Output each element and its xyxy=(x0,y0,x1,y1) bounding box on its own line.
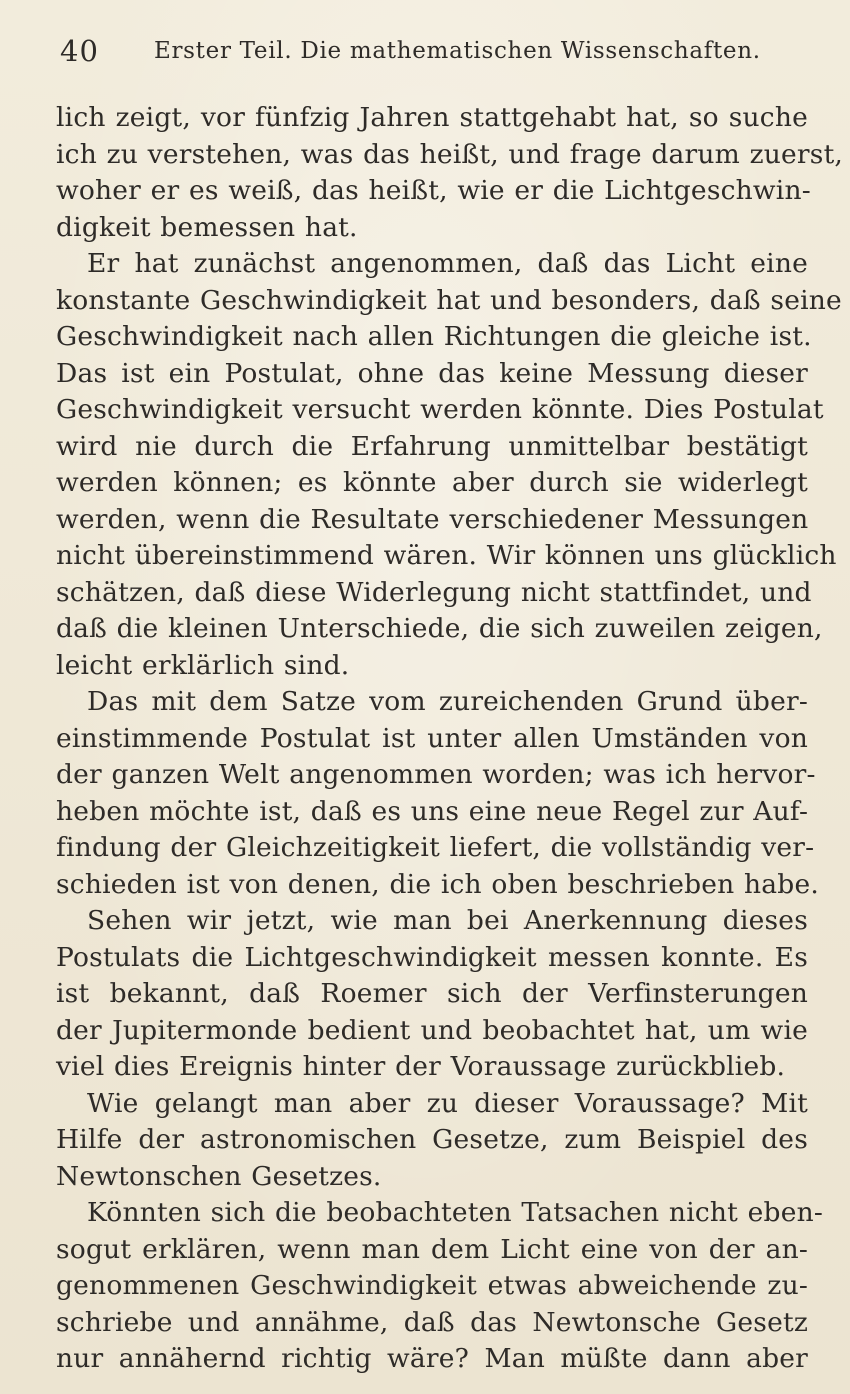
page-number: 40 xyxy=(60,34,99,68)
text-line: schriebe und annähme, daß das Newtonsche Gesetz xyxy=(56,1306,808,1338)
text-line: ich zu verstehen, was das heißt, und frage darum zuerst, xyxy=(56,138,844,170)
running-head: Erster Teil. Die mathematischen Wissenschaften. xyxy=(154,38,761,64)
text-line: schätzen, daß diese Widerlegung nicht stattfindet, und xyxy=(56,576,812,608)
text-line: nur annähernd richtig wäre? Man müßte dann aber xyxy=(56,1343,808,1374)
text-line: Hilfe der astronomischen Gesetze, zum Beispiel des xyxy=(56,1124,808,1155)
text-line: ist bekannt, daß Roemer sich der Verfinsterungen xyxy=(56,978,808,1009)
body-text xyxy=(56,100,844,1378)
text-line: einstimmende Postulat ist unter allen Umständen von xyxy=(56,722,808,754)
text-line: werden, wenn die Resultate verschiedener Messungen xyxy=(56,503,809,535)
text-line: Könnten sich die beobachteten Tatsachen nicht eben- xyxy=(87,1197,823,1228)
text-line: genommenen Geschwindigkeit etwas abweichende zu- xyxy=(56,1270,808,1301)
text-line: Das mit dem Satze vom zureichenden Grund über- xyxy=(87,686,808,717)
text-line: schieden ist von denen, die ich oben beschrieben habe. xyxy=(56,868,819,900)
text-line: Geschwindigkeit nach allen Richtungen die gleiche ist. xyxy=(56,321,812,352)
text-line: viel dies Ereignis hinter der Voraussage zurückblieb. xyxy=(56,1051,786,1082)
text-line: leicht erklärlich sind. xyxy=(56,649,350,681)
text-line: daß die kleinen Unterschiede, die sich zuweilen zeigen, xyxy=(56,613,823,644)
text-line: Er hat zunächst angenommen, daß das Licht eine xyxy=(87,248,808,279)
page-header xyxy=(60,34,800,74)
text-line: Wie gelangt man aber zu dieser Voraussage? Mit xyxy=(87,1087,808,1119)
text-line: werden können; es könnte aber durch sie widerlegt xyxy=(56,467,808,498)
text-line: der Jupitermonde bedient und beobachtet hat, um wie xyxy=(56,1014,808,1046)
text-line: nicht übereinstimmend wären. Wir können uns glücklich xyxy=(56,540,837,571)
text-line: Newtonschen Gesetzes. xyxy=(56,1160,382,1192)
text-line: Geschwindigkeit versucht werden könnte. Dies Postulat xyxy=(56,394,824,425)
text-line: wird nie durch die Erfahrung unmittelbar bestätigt xyxy=(56,430,808,462)
text-line: Das ist ein Postulat, ohne das keine Messung dieser xyxy=(56,357,808,389)
text-line: Postulats die Lichtgeschwindigkeit messen konnte. Es xyxy=(56,941,808,973)
text-line: findung der Gleichzeitigkeit liefert, die vollständig ver- xyxy=(56,832,815,863)
text-line: digkeit bemessen hat. xyxy=(56,211,358,243)
text-line: heben möchte ist, daß es uns eine neue Regel zur Auf- xyxy=(56,795,809,827)
text-line: lich zeigt, vor fünfzig Jahren stattgehabt hat, so suche xyxy=(56,102,808,133)
text-line: konstante Geschwindigkeit hat und besonders, daß seine xyxy=(56,284,842,316)
text-line: der ganzen Welt angenommen worden; was ich hervor- xyxy=(56,759,816,790)
text-line: Sehen wir jetzt, wie man bei Anerkennung dieses xyxy=(87,905,808,936)
text-line: woher er es weiß, das heißt, wie er die Lichtgeschwin- xyxy=(56,175,811,206)
text-line: sogut erklären, wenn man dem Licht eine von der an- xyxy=(56,1233,808,1265)
